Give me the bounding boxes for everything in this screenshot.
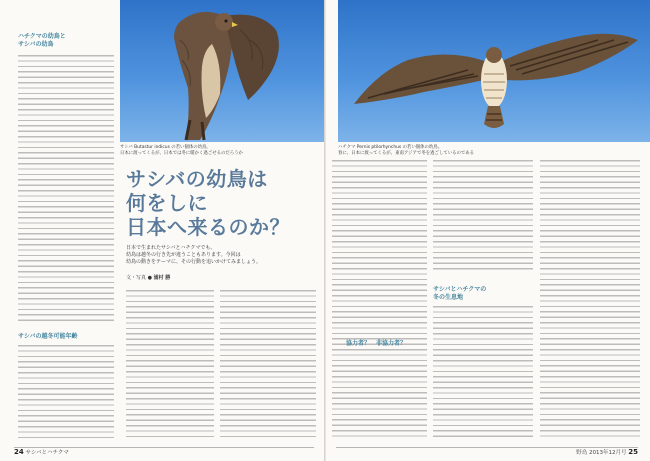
section-heading-line: サシバとハチクマの <box>433 286 487 293</box>
page-number: 24 <box>14 448 24 456</box>
right-page <box>326 0 650 461</box>
caption-line: 春に、日本に渡ってくるが、東南アジアで冬を過ごしているのである <box>338 151 475 156</box>
side-heading <box>346 340 406 348</box>
body-text-column <box>433 160 533 272</box>
headline-line: 何をしに <box>126 191 208 215</box>
lead-line: 日本で生まれたサシバとハチクマでも、 <box>126 245 216 251</box>
flying-hawk-illustration <box>338 0 650 142</box>
article-headline <box>126 167 290 239</box>
caption-line: 日本に渡ってくるが、日本では冬に暖かく過ごせるのだろうか <box>120 151 243 156</box>
section-heading-winter-range <box>433 286 533 302</box>
folio-label: 野鳥 2013年12月号 <box>576 450 627 456</box>
caption-line: ハチクマ Pernis ptilorhynchus の若い個体の幼鳥。 <box>338 145 443 150</box>
folio-label: サシバとハチクマ <box>25 450 69 456</box>
headline-line: 日本へ来るのか？ <box>126 215 290 239</box>
article-lead <box>126 245 322 266</box>
body-text-column <box>332 160 427 440</box>
lead-line: 幼鳥の動きをテーマに、その行動を追いかけてみましょう。 <box>126 259 262 265</box>
side-heading-text: 協力者？ 非協力者？ <box>346 340 407 347</box>
body-text-column <box>433 306 533 440</box>
author-name: 浦村 勝 <box>153 275 171 281</box>
section-heading-line: サシバの幼鳥 <box>18 41 54 48</box>
photo-caption-left <box>120 145 325 157</box>
sashiba-photo <box>120 0 325 142</box>
section-heading-overwinter <box>18 333 77 341</box>
byline-label: 文・写真 ● <box>126 275 154 281</box>
caption-line: サシバ Butastur indicus の若い個体の幼鳥。 <box>120 145 211 150</box>
section-heading-line: ハチクマの幼鳥と <box>18 33 66 40</box>
folio-left <box>14 448 69 456</box>
photo-caption-right <box>338 145 650 157</box>
page-number: 25 <box>628 448 638 456</box>
body-text-column <box>540 160 640 440</box>
section-heading-line: サシバの越冬可能年齢 <box>18 333 78 340</box>
hachikuma-photo <box>338 0 650 142</box>
body-text-column <box>18 345 114 442</box>
body-text-column <box>18 55 114 325</box>
lead-line: 幼鳥は越冬の行き先が違うこともあります。今回は <box>126 252 241 258</box>
headline-line: サシバの幼鳥は <box>126 167 268 191</box>
folio-right <box>576 448 638 456</box>
section-heading-juvenile <box>18 33 66 49</box>
section-heading-line: 冬の生息地 <box>433 294 464 301</box>
byline <box>126 274 170 281</box>
perched-hawk-illustration <box>120 0 325 142</box>
body-text-column <box>126 290 214 440</box>
body-text-column <box>220 290 316 440</box>
